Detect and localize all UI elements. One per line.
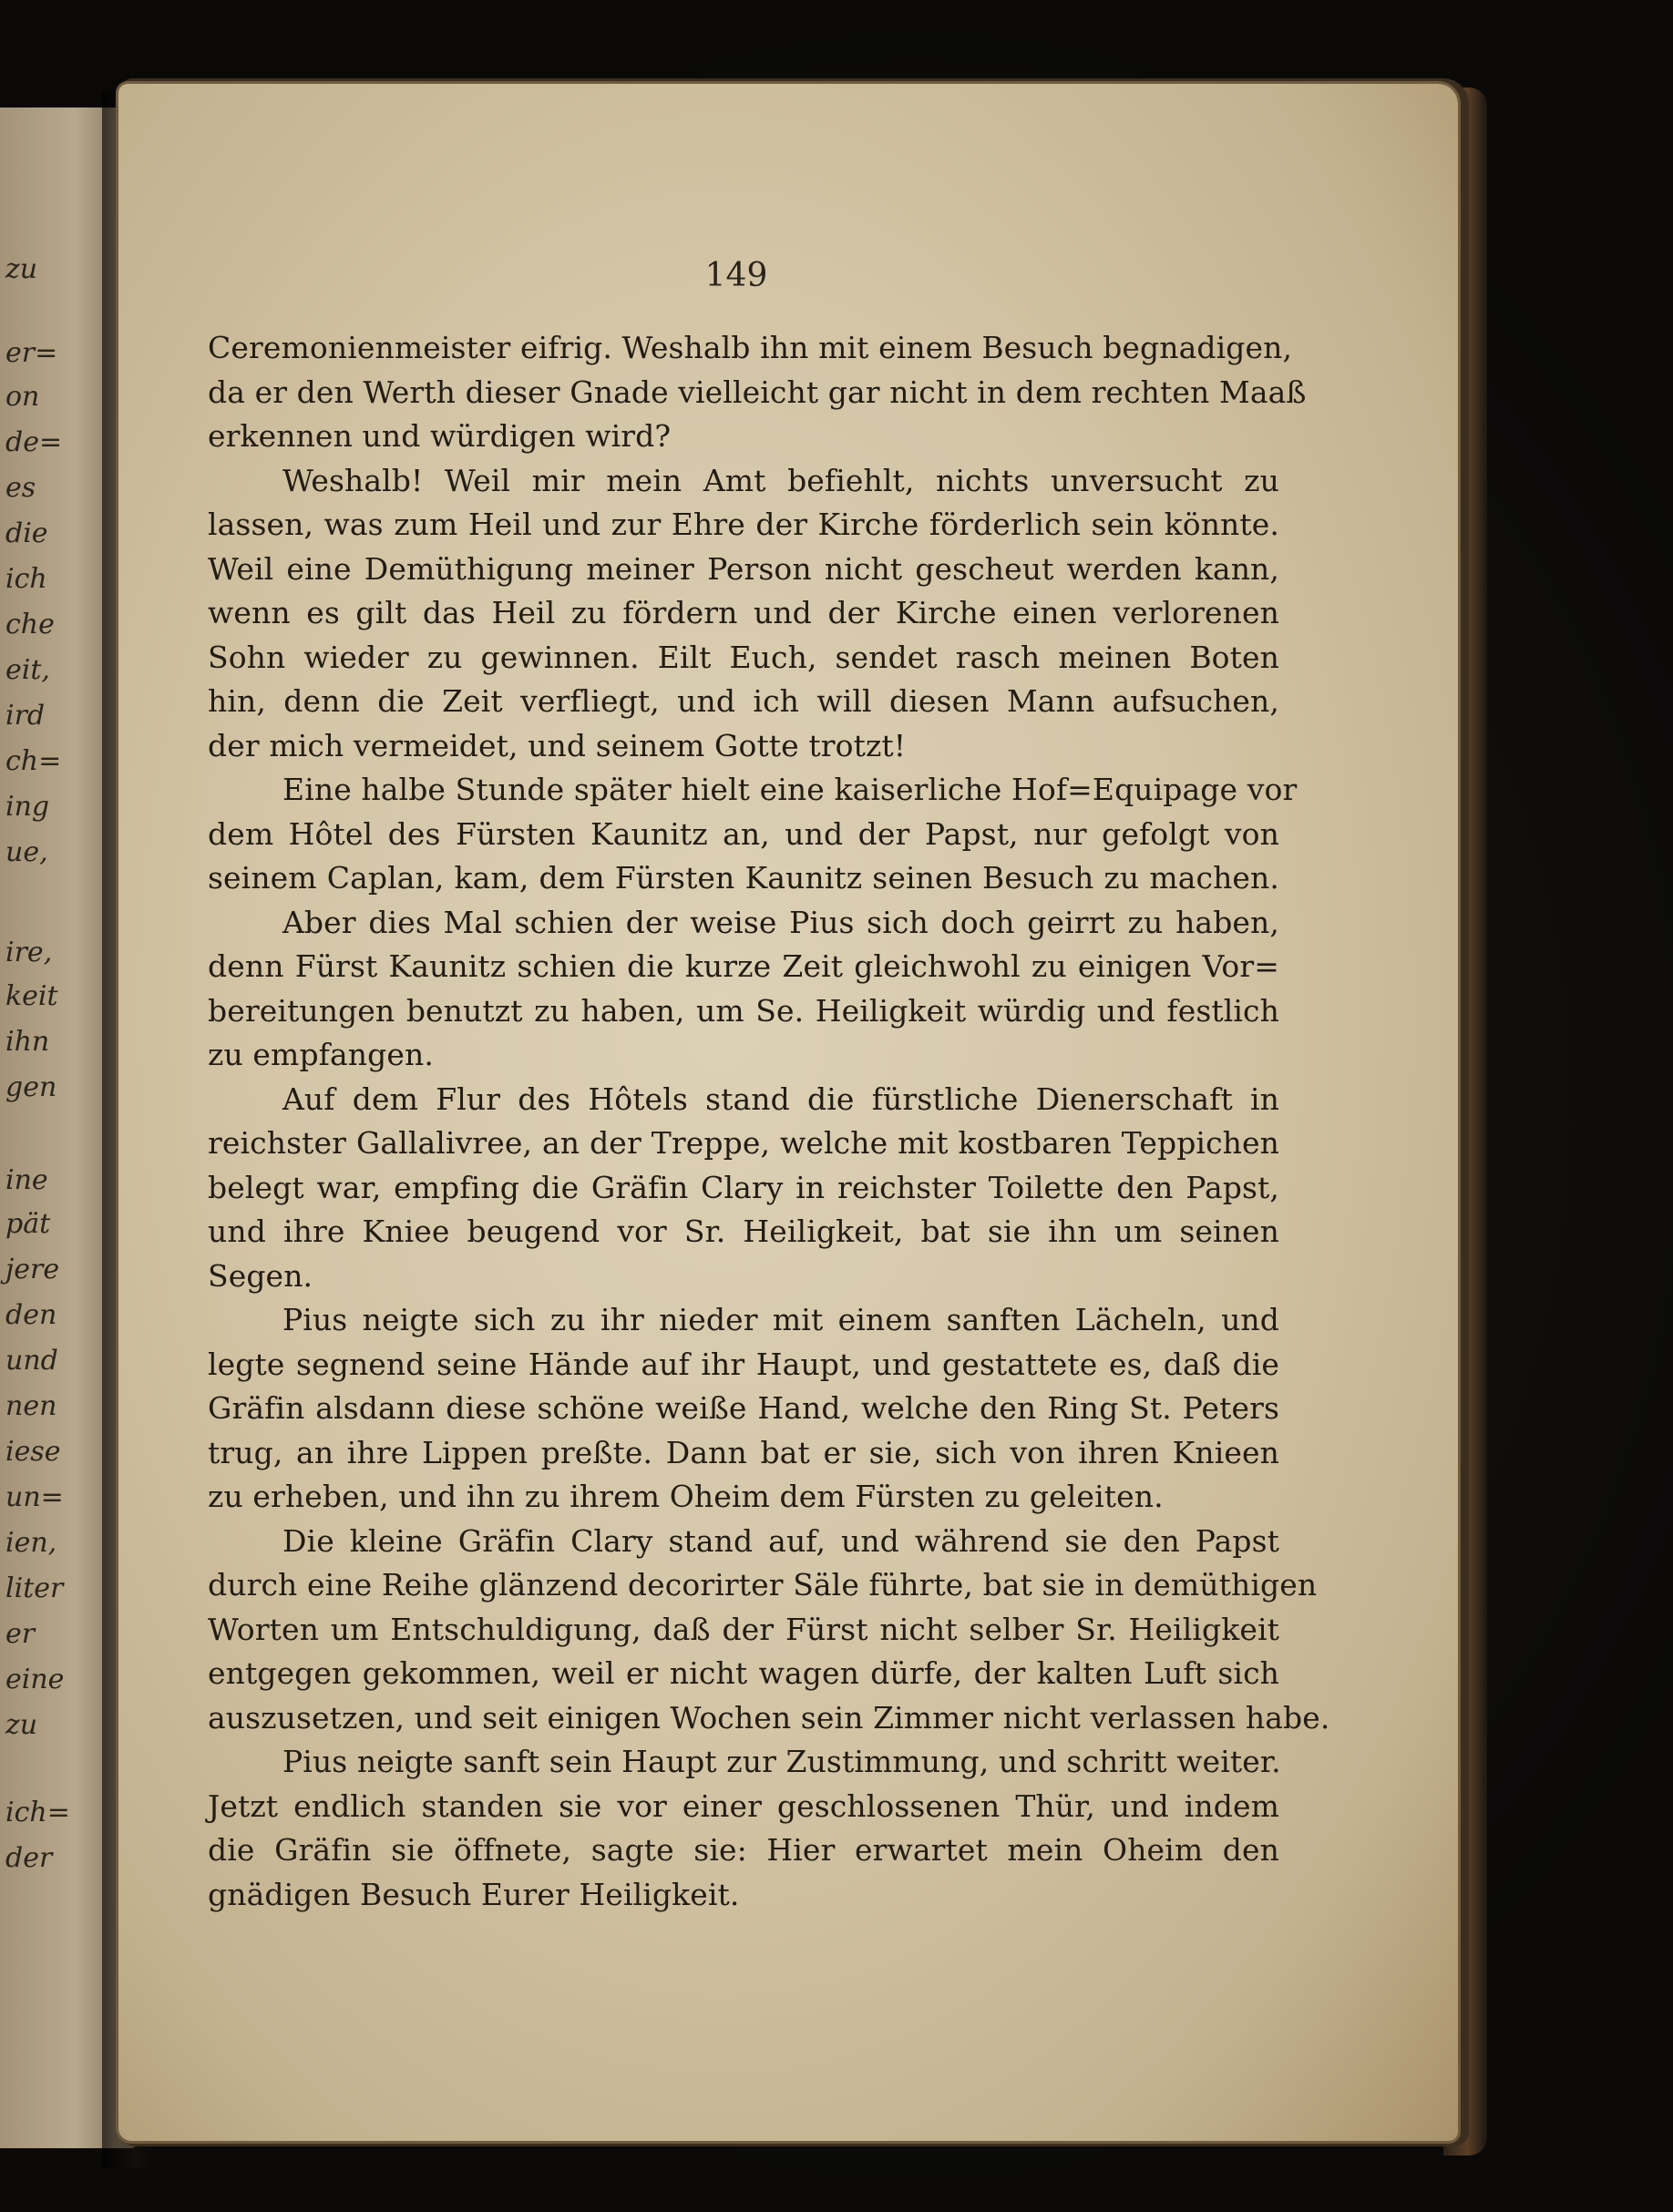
- text-line: auszusetzen, und seit einigen Wochen sein Zimmer nicht verlassen habe.: [208, 1699, 1330, 1736]
- text-line: dem Hôtel des Fürsten Kaunitz an, und der Papst, nur gefolgt von: [208, 815, 1279, 852]
- text-line: Sohn wieder zu gewinnen. Eilt Euch, sendet rasch meinen Boten: [208, 639, 1279, 675]
- left-page-fragment: er: [5, 1618, 36, 1650]
- left-page-fragment: ire,: [5, 937, 53, 968]
- left-page-fragment: zu: [5, 1709, 38, 1741]
- text-line: Aber dies Mal schien der weise Pius sich doch geirrt zu haben,: [282, 904, 1279, 940]
- text-line: da er den Werth dieser Gnade vielleicht gar nicht in dem rechten Maaß: [208, 374, 1307, 410]
- text-line: Eine halbe Stunde später hielt eine kaiserliche Hof=Equipage vor: [282, 772, 1298, 807]
- left-page-fragment: ue,: [5, 836, 48, 868]
- text-line: Weshalb! Weil mir mein Amt befiehlt, nichts unversucht zu: [282, 462, 1279, 498]
- text-line: Auf dem Flur des Hôtels stand die fürstliche Dienerschaft in: [282, 1080, 1279, 1117]
- text-line: Gräfin alsdann diese schöne weiße Hand, welche den Ring St. Peters: [208, 1390, 1279, 1426]
- left-page-fragment: liter: [5, 1572, 64, 1604]
- left-page-fragment: ing: [5, 791, 50, 823]
- left-page-fragment: ird: [5, 700, 46, 732]
- text-line: Die kleine Gräfin Clary stand auf, und während sie den Papst: [282, 1522, 1279, 1559]
- left-page-fragment: er=: [5, 337, 58, 369]
- text-line: erkennen und würdigen wird?: [208, 418, 672, 454]
- left-page-fragment: jere: [5, 1254, 60, 1285]
- text-line: Worten um Entschuldigung, daß der Fürst nicht selber Sr. Heiligkeit: [208, 1611, 1279, 1647]
- text-line: durch eine Reihe glänzend decorirter Säle führte, bat sie in demüthigen: [208, 1567, 1318, 1603]
- text-line: denn Fürst Kaunitz schien die kurze Zeit gleichwohl zu einigen Vor=: [208, 948, 1279, 984]
- text-line: Pius neigte sanft sein Haupt zur Zustimmung, und schritt weiter.: [282, 1744, 1281, 1779]
- text-line: Jetzt endlich standen sie vor einer geschlossenen Thür, und indem: [208, 1787, 1279, 1824]
- text-line: belegt war, empfing die Gräfin Clary in reichster Toilette den Papst,: [208, 1169, 1279, 1205]
- left-page-fragment: keit: [5, 980, 58, 1012]
- left-page-fragment: und: [5, 1345, 58, 1377]
- left-page-fragment: die: [5, 517, 48, 549]
- left-page-fragment: iese: [5, 1436, 61, 1468]
- text-line: legte segnend seine Hände auf ihr Haupt, und gestattete es, daß die: [208, 1346, 1279, 1382]
- text-line: Segen.: [208, 1257, 313, 1294]
- left-page-fragment: zu: [5, 253, 38, 285]
- left-page-fragment: eine: [5, 1664, 65, 1695]
- text-line: reichster Gallalivree, an der Treppe, welche mit kostbaren Teppichen: [208, 1125, 1279, 1161]
- text-line: zu erheben, und ihn zu ihrem Oheim dem Fürsten zu geleiten.: [208, 1479, 1164, 1514]
- left-page-fragment: es: [5, 472, 36, 504]
- text-line: lassen, was zum Heil und zur Ehre der Kirche förderlich sein könnte.: [208, 507, 1279, 542]
- left-page-fragment: eit,: [5, 654, 50, 686]
- text-line: seinem Caplan, kam, dem Fürsten Kaunitz seinen Besuch zu machen.: [208, 860, 1279, 896]
- text-line: zu empfangen.: [208, 1037, 434, 1072]
- text-line: Ceremonienmeister eifrig. Weshalb ihn mit einem Besuch begnadigen,: [208, 330, 1293, 365]
- text-line: wenn es gilt das Heil zu fördern und der Kirche einen verlorenen: [208, 595, 1279, 630]
- left-page-fragment: den: [5, 1299, 57, 1331]
- left-page-fragment: de=: [5, 426, 63, 458]
- text-line: die Gräfin sie öffnete, sagte sie: Hier erwartet mein Oheim den: [208, 1832, 1279, 1868]
- page-number: 149: [704, 257, 768, 294]
- left-page-fragment: che: [5, 609, 55, 640]
- left-page-fragment: un=: [5, 1481, 64, 1513]
- text-line: Weil eine Demüthigung meiner Person nicht gescheut werden kann,: [208, 550, 1279, 587]
- left-page-fragment: ine: [5, 1164, 48, 1196]
- left-page-fragment: nen: [5, 1390, 57, 1422]
- left-page-fragment: ihn: [5, 1026, 50, 1058]
- body-text: [208, 326, 1330, 1917]
- text-line: und ihre Kniee beugend vor Sr. Heiligkeit, bat sie ihn um seinen: [208, 1214, 1279, 1249]
- left-page-fragment: pät: [5, 1208, 51, 1240]
- left-page-fragment: ich: [5, 563, 47, 595]
- left-page-fragment: der: [5, 1842, 53, 1874]
- text-line: entgegen gekommen, weil er nicht wagen dürfe, der kalten Luft sich: [208, 1655, 1279, 1691]
- text-line: gnädigen Besuch Eurer Heiligkeit.: [208, 1876, 740, 1912]
- left-page-fragment: ien,: [5, 1527, 57, 1559]
- text-line: Pius neigte sich zu ihr nieder mit einem sanften Lächeln, und: [282, 1302, 1279, 1337]
- left-page-fragment: ch=: [5, 745, 62, 777]
- text-line: bereitungen benutzt zu haben, um Se. Heiligkeit würdig und festlich: [208, 992, 1279, 1029]
- left-page-fragment: ich=: [5, 1797, 70, 1828]
- left-page-fragment: on: [5, 381, 40, 413]
- left-page-fragment: gen: [5, 1071, 57, 1103]
- text-line: trug, an ihre Lippen preßte. Dann bat er sie, sich von ihren Knieen: [208, 1434, 1279, 1470]
- text-line: hin, denn die Zeit verfliegt, und ich will diesen Mann aufsuchen,: [208, 683, 1279, 719]
- text-line: der mich vermeidet, und seinem Gotte trotzt!: [208, 727, 907, 763]
